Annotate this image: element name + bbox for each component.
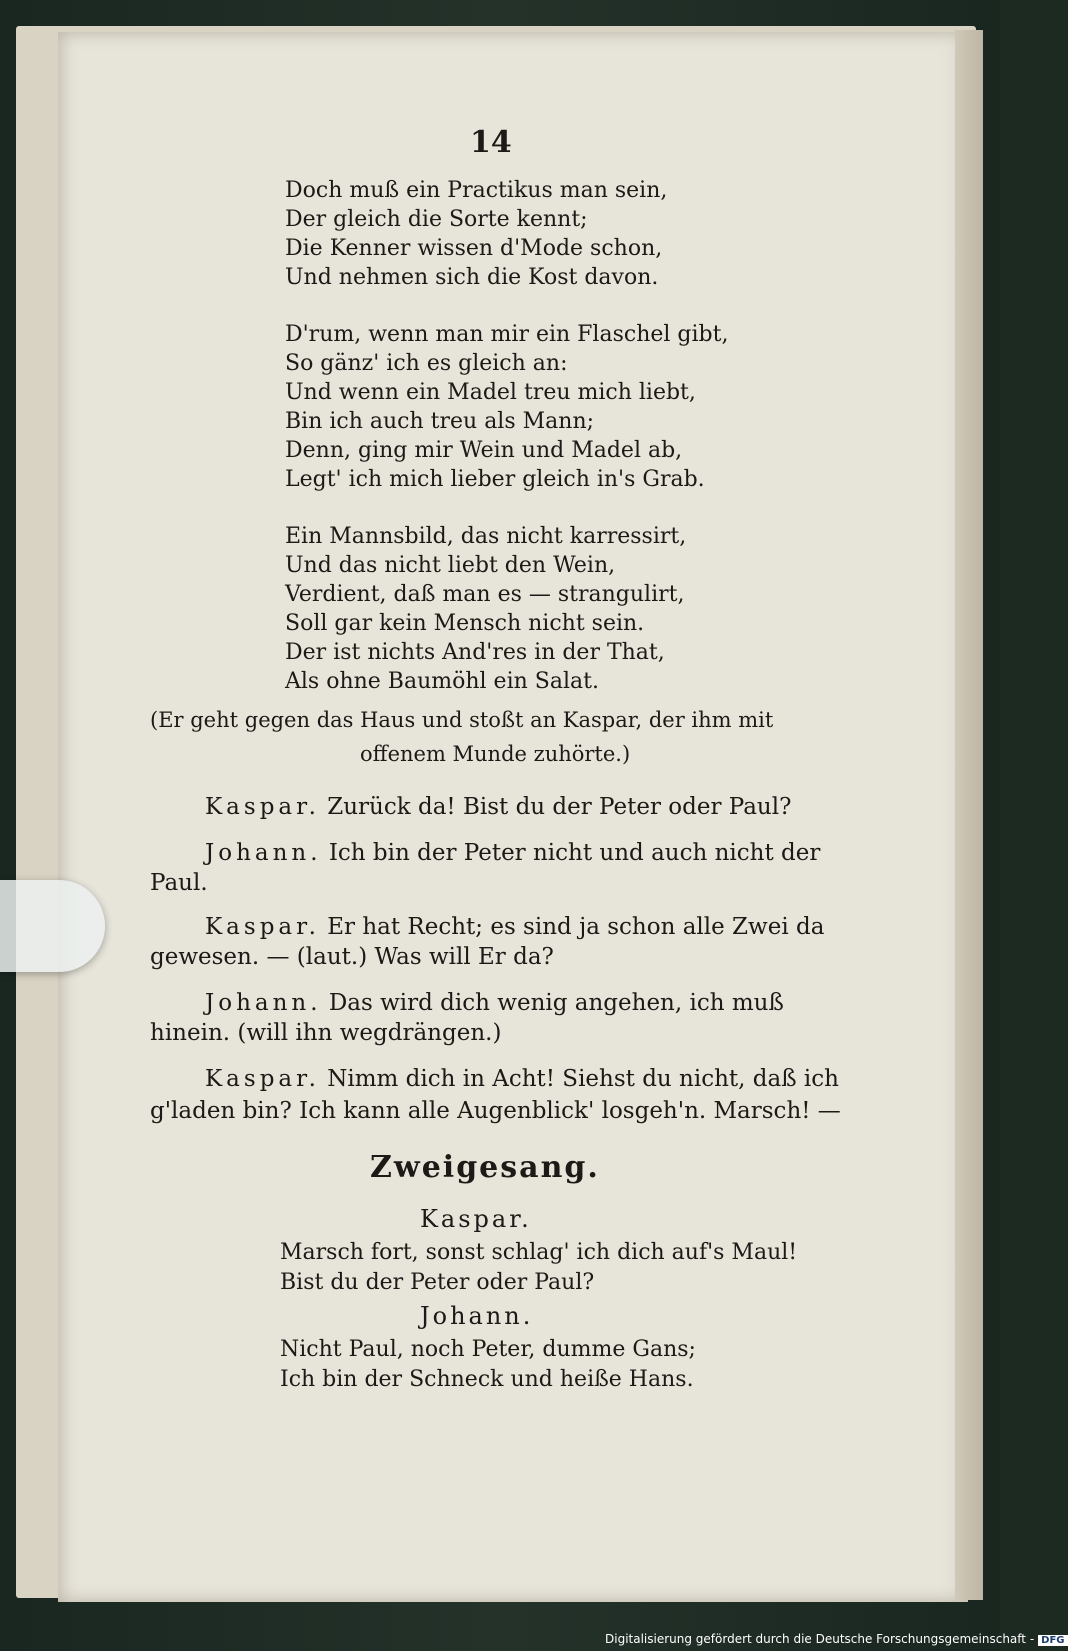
verse-line: Doch muß ein Practikus man sein, <box>285 178 668 203</box>
dialogue-text: Nimm dich in Acht! Siehst du nicht, daß ich <box>327 1066 839 1092</box>
verse-line: Soll gar kein Mensch nicht sein. <box>285 611 645 636</box>
song-speaker: Kaspar. <box>420 1205 532 1233</box>
verse-line: Die Kenner wissen d'Mode schon, <box>285 236 663 261</box>
speaker-name: Kaspar. <box>205 1066 320 1092</box>
verse-line: Der ist nichts And'res in der That, <box>285 640 665 665</box>
speaker-name: Kaspar. <box>205 914 320 940</box>
dialogue-continuation: hinein. (will ihn wegdrängen.) <box>150 1020 502 1046</box>
speaker-name: Johann. <box>205 840 322 866</box>
dialogue-continuation: Paul. <box>150 870 208 896</box>
verse-line: Und das nicht liebt den Wein, <box>285 553 616 578</box>
dialogue-text: Das wird dich wenig angehen, ich muß <box>328 990 784 1016</box>
dialogue-text: Ich bin der Peter nicht und auch nicht der <box>328 840 821 866</box>
song-line: Nicht Paul, noch Peter, dumme Gans; <box>280 1337 696 1362</box>
dfg-logo: DFG <box>1038 1635 1067 1646</box>
verse-line: D'rum, wenn man mir ein Flaschel gibt, <box>285 322 729 347</box>
verse-stanza-3 <box>285 522 686 696</box>
verse-line: Als ohne Baumöhl ein Salat. <box>285 669 599 694</box>
song-speaker: Johann. <box>420 1302 534 1330</box>
verse-line: Verdient, daß man es — strangulirt, <box>285 582 685 607</box>
song-part-johann <box>280 1335 696 1395</box>
dialogue-text: Zurück da! Bist du der Peter oder Paul? <box>327 794 792 820</box>
dialogue-line <box>205 1064 839 1094</box>
page-gutter <box>955 30 983 1600</box>
dialogue-continuation: g'laden bin? Ich kann alle Augenblick' losgeh'n. Marsch! — <box>150 1098 841 1124</box>
verse-line: So gänz' ich es gleich an: <box>285 351 568 376</box>
verse-line: Legt' ich mich lieber gleich in's Grab. <box>285 467 705 492</box>
verse-line: Ein Mannsbild, das nicht karressirt, <box>285 524 687 549</box>
dialogue-line <box>205 988 784 1018</box>
speaker-name: Johann. <box>205 990 322 1016</box>
song-line: Bist du der Peter oder Paul? <box>280 1270 595 1295</box>
dialogue-line <box>205 792 791 822</box>
stage-direction-line: offenem Munde zuhörte.) <box>360 742 631 766</box>
dialogue-text: Er hat Recht; es sind ja schon alle Zwei da <box>327 914 825 940</box>
dialogue-line <box>205 838 820 868</box>
speaker-name: Kaspar. <box>205 794 320 820</box>
song-line: Marsch fort, sonst schlag' ich dich auf's Maul! <box>280 1240 798 1265</box>
page-number: 14 <box>470 125 512 160</box>
dialogue-continuation: gewesen. — (laut.) Was will Er da? <box>150 944 554 970</box>
verse-line: Und nehmen sich die Kost davon. <box>285 265 659 290</box>
verse-line: Bin ich auch treu als Mann; <box>285 409 595 434</box>
verse-line: Und wenn ein Madel treu mich liebt, <box>285 380 696 405</box>
verse-stanza-2 <box>285 320 728 494</box>
digitization-credit <box>605 1632 1068 1646</box>
stage-direction-line: (Er geht gegen das Haus und stoßt an Kaspar, der ihm mit <box>150 708 774 732</box>
song-line: Ich bin der Schneck und heiße Hans. <box>280 1367 694 1392</box>
section-heading: Zweigesang. <box>370 1150 600 1185</box>
page-clip <box>0 880 105 972</box>
credit-text: Digitalisierung gefördert durch die Deutsche Forschungsgemeinschaft - <box>605 1632 1035 1646</box>
song-part-kaspar <box>280 1238 797 1298</box>
verse-line: Der gleich die Sorte kennt; <box>285 207 588 232</box>
dialogue-line <box>205 912 824 942</box>
verse-stanza-1 <box>285 176 667 292</box>
verse-line: Denn, ging mir Wein und Madel ab, <box>285 438 683 463</box>
